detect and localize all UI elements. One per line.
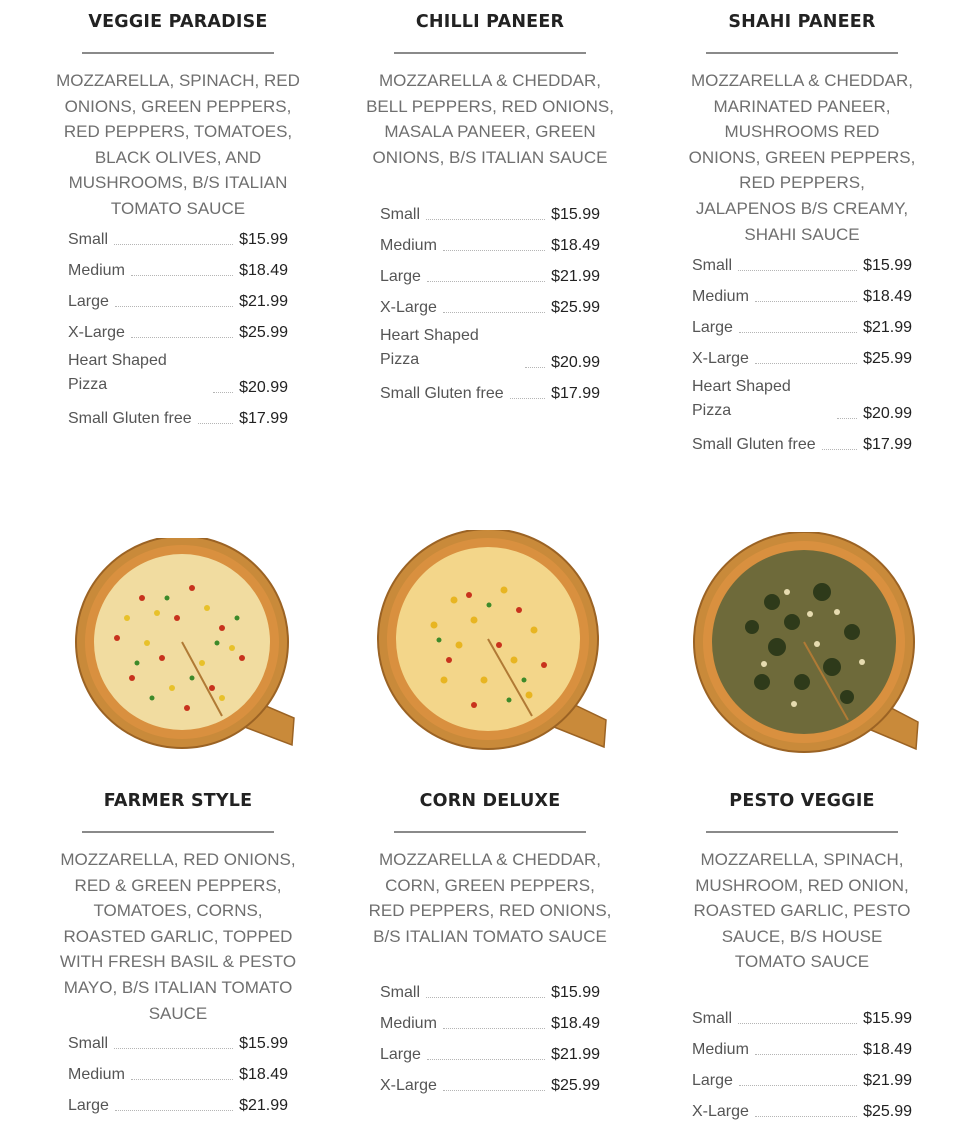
price-row (380, 255, 600, 286)
price-row (68, 397, 288, 428)
dot-leader (738, 1022, 857, 1024)
size-label: Small Gluten free (692, 436, 816, 453)
price-row (380, 1033, 600, 1064)
pizza-title: CORN DELUXE (419, 791, 561, 811)
size-label: Medium (68, 1066, 125, 1083)
menu-card-pesto-veggie (682, 789, 922, 975)
price-list (692, 997, 912, 1121)
price-row (68, 280, 288, 311)
price-row (692, 306, 912, 337)
size-label: Medium (380, 237, 437, 254)
pizza-description: MOZZARELLA & CHEDDAR, CORN, GREEN PEPPERS, RED PEPPERS, RED ONIONS, B/S ITALIAN TOMATO SAUCE (368, 850, 612, 946)
size-price: $18.49 (551, 1015, 600, 1032)
size-label: Large (692, 319, 733, 336)
dot-leader (525, 366, 545, 368)
title-divider (706, 831, 898, 833)
price-row (692, 1028, 912, 1059)
dot-leader (115, 305, 233, 307)
price-row (380, 372, 600, 403)
size-label: Medium (692, 1041, 749, 1058)
size-price: $20.99 (863, 405, 912, 422)
size-price: $18.49 (551, 237, 600, 254)
price-row (68, 342, 288, 397)
size-price: $15.99 (863, 1010, 912, 1027)
size-price: $21.99 (551, 268, 600, 285)
price-row (380, 286, 600, 317)
dot-leader (426, 218, 545, 220)
dot-leader (739, 331, 857, 333)
size-price: $21.99 (863, 319, 912, 336)
price-row (692, 368, 912, 423)
dot-leader (443, 1027, 545, 1029)
price-row (692, 997, 912, 1028)
size-label: Large (380, 268, 421, 285)
price-row (692, 423, 912, 454)
size-price: $17.99 (551, 385, 600, 402)
menu-card-veggie-paradise (48, 10, 308, 222)
size-price: $15.99 (551, 206, 600, 223)
size-label: Small (380, 206, 421, 223)
menu-card-farmer-style (48, 789, 308, 1026)
dot-leader (755, 1115, 857, 1117)
size-label: Small (68, 231, 109, 248)
dot-leader (755, 1053, 857, 1055)
size-label: Heart Shaped Pizza (380, 327, 479, 368)
size-price: $21.99 (239, 293, 288, 310)
size-label: Medium (692, 288, 749, 305)
title-divider (82, 52, 274, 54)
menu-card-shahi-paneer (682, 10, 922, 247)
size-label: Small (68, 1035, 109, 1052)
price-row (380, 224, 600, 255)
size-label: Small (692, 257, 733, 274)
size-price: $18.49 (239, 262, 288, 279)
dot-leader (739, 1084, 857, 1086)
size-price: $18.49 (863, 288, 912, 305)
farmer-style-pizza-photo (72, 538, 297, 753)
size-price: $25.99 (239, 324, 288, 341)
size-price: $18.49 (863, 1041, 912, 1058)
price-row (68, 311, 288, 342)
pizza-title: CHILLI PANEER (415, 12, 565, 32)
dot-leader (443, 1089, 545, 1091)
price-row (68, 1084, 288, 1115)
size-label: X-Large (380, 299, 437, 316)
price-row (692, 1090, 912, 1121)
size-price: $15.99 (239, 1035, 288, 1052)
dot-leader (837, 417, 857, 419)
price-row (380, 317, 600, 372)
size-price: $17.99 (863, 436, 912, 453)
dot-leader (115, 1109, 233, 1111)
menu-card-corn-deluxe (360, 789, 620, 949)
size-price: $25.99 (863, 1103, 912, 1120)
dot-leader (755, 362, 857, 364)
price-list (380, 193, 600, 403)
price-list (692, 244, 912, 454)
price-row (380, 1064, 600, 1095)
size-label: Heart Shaped Pizza (68, 352, 167, 393)
dot-leader (131, 336, 233, 338)
size-price: $25.99 (863, 350, 912, 367)
price-row (692, 337, 912, 368)
price-row (380, 193, 600, 224)
price-list (68, 1022, 288, 1115)
pizza-title: VEGGIE PARADISE (88, 12, 268, 32)
size-label: Medium (380, 1015, 437, 1032)
size-label: Large (380, 1046, 421, 1063)
size-price: $15.99 (239, 231, 288, 248)
title-divider (706, 52, 898, 54)
size-label: X-Large (380, 1077, 437, 1094)
size-label: Small Gluten free (380, 385, 504, 402)
dot-leader (822, 448, 857, 450)
size-label: X-Large (692, 1103, 749, 1120)
dot-leader (131, 274, 233, 276)
size-label: Small (692, 1010, 733, 1027)
price-row (68, 1022, 288, 1053)
size-label: Medium (68, 262, 125, 279)
title-divider (394, 831, 586, 833)
dot-leader (443, 311, 545, 313)
dot-leader (213, 391, 233, 393)
pizza-description: MOZZARELLA & CHEDDAR, BELL PEPPERS, RED ONIONS, MASALA PANEER, GREEN ONIONS, B/S ITALIAN SAUCE (366, 71, 614, 167)
price-row (68, 218, 288, 249)
corn-deluxe-pizza-photo (374, 530, 609, 750)
size-label: Small (380, 984, 421, 1001)
pizza-description: MOZZARELLA, SPINACH, MUSHROOM, RED ONION, ROASTED GARLIC, PESTO SAUCE, B/S HOUSE TOMATO SAUCE (693, 850, 911, 972)
pizza-description: MOZZARELLA & CHEDDAR, MARINATED PANEER, MUSHROOMS RED ONIONS, GREEN PEPPERS, RED PEPPERS, JALAPENOS B/S CREAMY, SHAHI SAUCE (688, 71, 916, 244)
dot-leader (114, 243, 233, 245)
size-label: X-Large (68, 324, 125, 341)
price-row (692, 1059, 912, 1090)
dot-leader (427, 280, 545, 282)
price-row (692, 275, 912, 306)
price-list (68, 218, 288, 428)
size-label: X-Large (692, 350, 749, 367)
pizza-title: FARMER STYLE (103, 791, 253, 811)
pizza-title: PESTO VEGGIE (729, 791, 875, 811)
pizza-title: SHAHI PANEER (728, 12, 876, 32)
size-price: $15.99 (551, 984, 600, 1001)
price-list (380, 971, 600, 1095)
size-label: Heart Shaped Pizza (692, 378, 791, 419)
size-price: $21.99 (863, 1072, 912, 1089)
price-row (380, 1002, 600, 1033)
size-price: $21.99 (551, 1046, 600, 1063)
size-price: $17.99 (239, 410, 288, 427)
pizza-description: MOZZARELLA, SPINACH, RED ONIONS, GREEN PEPPERS, RED PEPPERS, TOMATOES, BLACK OLIVES, AND MUSHROOMS, B/S ITALIAN TOMATO SAUCE (56, 71, 300, 218)
price-row (692, 244, 912, 275)
dot-leader (510, 397, 545, 399)
size-price: $21.99 (239, 1097, 288, 1114)
size-price: $18.49 (239, 1066, 288, 1083)
size-label: Large (692, 1072, 733, 1089)
price-row (380, 971, 600, 1002)
size-price: $25.99 (551, 1077, 600, 1094)
size-label: Large (68, 293, 109, 310)
pesto-veggie-pizza-photo (692, 532, 920, 754)
pizza-description: MOZZARELLA, RED ONIONS, RED & GREEN PEPPERS, TOMATOES, CORNS, ROASTED GARLIC, TOPPED WITH FRESH BASIL & PESTO MAYO, B/S ITALIAN TOMATO SAUCE (59, 850, 297, 1023)
size-price: $25.99 (551, 299, 600, 316)
size-price: $20.99 (551, 354, 600, 371)
price-row (68, 1053, 288, 1084)
size-price: $20.99 (239, 379, 288, 396)
size-price: $15.99 (863, 257, 912, 274)
dot-leader (755, 300, 857, 302)
price-row (68, 249, 288, 280)
menu-card-chilli-paneer (360, 10, 620, 170)
size-label: Small Gluten free (68, 410, 192, 427)
dot-leader (443, 249, 545, 251)
dot-leader (427, 1058, 545, 1060)
dot-leader (114, 1047, 233, 1049)
title-divider (394, 52, 586, 54)
size-label: Large (68, 1097, 109, 1114)
dot-leader (131, 1078, 233, 1080)
title-divider (82, 831, 274, 833)
dot-leader (198, 422, 233, 424)
dot-leader (426, 996, 545, 998)
dot-leader (738, 269, 857, 271)
